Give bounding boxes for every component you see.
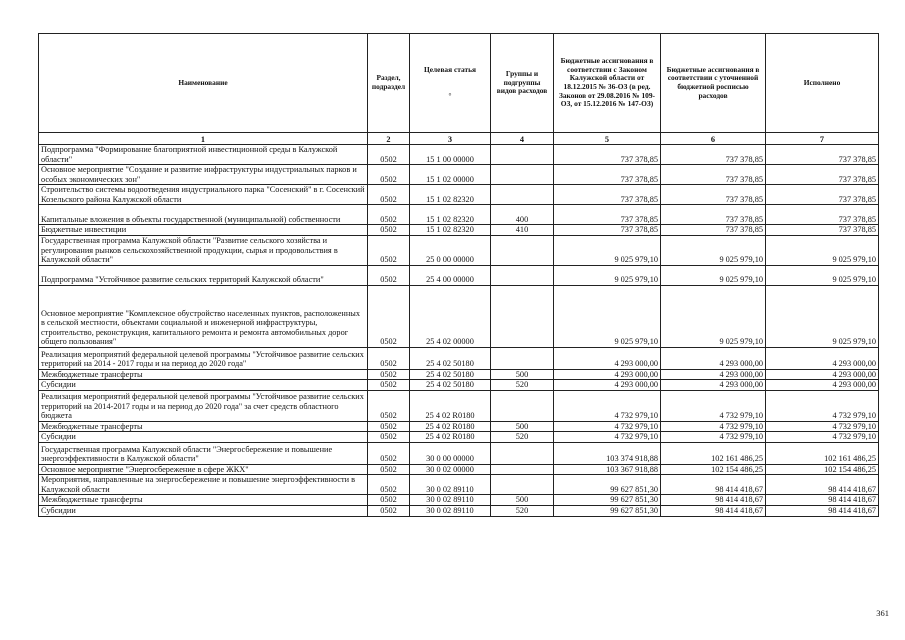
row-expense-group bbox=[491, 347, 554, 369]
row-expense-group: 520 bbox=[491, 432, 554, 443]
table-row bbox=[39, 505, 879, 516]
row-executed: 9 025 979,10 bbox=[766, 265, 879, 285]
row-executed: 98 414 418,67 bbox=[766, 505, 879, 516]
row-law-allocation: 4 732 979,10 bbox=[554, 432, 661, 443]
row-planned-allocation: 737 378,85 bbox=[661, 165, 766, 185]
budget-table bbox=[38, 33, 879, 517]
row-planned-allocation: 737 378,85 bbox=[661, 205, 766, 225]
column-number: 6 bbox=[661, 133, 766, 145]
page-number: 361 bbox=[876, 608, 889, 618]
row-name: Строительство системы водоотведения индустриального парка "Сосенский" в г. Сосенский Козельского района Калужской области bbox=[39, 185, 368, 205]
row-section: 0502 bbox=[368, 432, 410, 443]
table-row bbox=[39, 265, 879, 285]
row-executed: 98 414 418,67 bbox=[766, 495, 879, 506]
row-target-article: 30 0 02 00000 bbox=[410, 464, 491, 475]
row-target-article: 25 4 02 R0180 bbox=[410, 421, 491, 432]
row-expense-group bbox=[491, 285, 554, 347]
row-expense-group bbox=[491, 390, 554, 421]
row-executed: 9 025 979,10 bbox=[766, 285, 879, 347]
row-law-allocation: 737 378,85 bbox=[554, 145, 661, 165]
header-law-allocation: Бюджетные ассигнования в соответствии с Законом Калужской области от 18.12.2015 № 36-ОЗ (в ред. Законов от 29.08.2016 № 109-ОЗ, от 15.12.2016 № 147-ОЗ) bbox=[554, 34, 661, 133]
header-target-article-label: Целевая статья bbox=[423, 64, 477, 74]
column-number: 1 bbox=[39, 133, 368, 145]
row-planned-allocation: 4 293 000,00 bbox=[661, 369, 766, 380]
row-executed: 4 732 979,10 bbox=[766, 390, 879, 421]
row-target-article: 25 4 02 R0180 bbox=[410, 432, 491, 443]
row-planned-allocation: 102 161 486,25 bbox=[661, 442, 766, 464]
row-planned-allocation: 98 414 418,67 bbox=[661, 505, 766, 516]
row-target-article: 30 0 02 89110 bbox=[410, 475, 491, 495]
row-section: 0502 bbox=[368, 464, 410, 475]
table-row bbox=[39, 205, 879, 225]
column-number: 2 bbox=[368, 133, 410, 145]
row-target-article: 25 4 00 00000 bbox=[410, 265, 491, 285]
row-law-allocation: 103 374 918,88 bbox=[554, 442, 661, 464]
row-section: 0502 bbox=[368, 390, 410, 421]
row-executed: 737 378,85 bbox=[766, 165, 879, 185]
row-law-allocation: 103 367 918,88 bbox=[554, 464, 661, 475]
table-row bbox=[39, 421, 879, 432]
row-section: 0502 bbox=[368, 225, 410, 236]
row-target-article: 15 1 02 00000 bbox=[410, 165, 491, 185]
row-expense-group bbox=[491, 185, 554, 205]
row-planned-allocation: 9 025 979,10 bbox=[661, 235, 766, 265]
row-executed: 4 293 000,00 bbox=[766, 369, 879, 380]
row-planned-allocation: 4 732 979,10 bbox=[661, 432, 766, 443]
row-law-allocation: 4 293 000,00 bbox=[554, 380, 661, 391]
table-row bbox=[39, 185, 879, 205]
header-expense-group: Группы и подгруппы видов расходов bbox=[491, 34, 554, 133]
column-number: 7 bbox=[766, 133, 879, 145]
row-law-allocation: 9 025 979,10 bbox=[554, 235, 661, 265]
row-target-article: 25 4 02 50180 bbox=[410, 347, 491, 369]
row-target-article: 25 4 02 50180 bbox=[410, 380, 491, 391]
row-section: 0502 bbox=[368, 165, 410, 185]
row-name: Государственная программа Калужской области "Развитие сельского хозяйства и регулирования рынков сельскохозяйственной продукции, сырья и продовольствия в Калужской области" bbox=[39, 235, 368, 265]
row-section: 0502 bbox=[368, 265, 410, 285]
row-law-allocation: 737 378,85 bbox=[554, 225, 661, 236]
table-body bbox=[39, 133, 879, 517]
row-law-allocation: 9 025 979,10 bbox=[554, 285, 661, 347]
row-law-allocation: 99 627 851,30 bbox=[554, 475, 661, 495]
table-row bbox=[39, 390, 879, 421]
row-executed: 737 378,85 bbox=[766, 185, 879, 205]
table-row bbox=[39, 225, 879, 236]
row-name: Подпрограмма "Формирование благоприятной инвестиционной среды в Калужской области" bbox=[39, 145, 368, 165]
row-planned-allocation: 9 025 979,10 bbox=[661, 285, 766, 347]
row-section: 0502 bbox=[368, 235, 410, 265]
row-law-allocation: 737 378,85 bbox=[554, 165, 661, 185]
row-executed: 737 378,85 bbox=[766, 145, 879, 165]
row-executed: 98 414 418,67 bbox=[766, 475, 879, 495]
row-name: Основное мероприятие "Создание и развитие инфраструктуры индустриальных парков и особых экономических зон" bbox=[39, 165, 368, 185]
row-expense-group: 520 bbox=[491, 380, 554, 391]
row-planned-allocation: 98 414 418,67 bbox=[661, 475, 766, 495]
header-row bbox=[39, 34, 879, 133]
row-executed: 4 732 979,10 bbox=[766, 432, 879, 443]
row-planned-allocation: 4 293 000,00 bbox=[661, 347, 766, 369]
row-section: 0502 bbox=[368, 421, 410, 432]
column-number: 5 bbox=[554, 133, 661, 145]
row-executed: 102 161 486,25 bbox=[766, 442, 879, 464]
table-row bbox=[39, 464, 879, 475]
row-expense-group: 400 bbox=[491, 205, 554, 225]
row-section: 0502 bbox=[368, 205, 410, 225]
row-law-allocation: 737 378,85 bbox=[554, 185, 661, 205]
table-row bbox=[39, 235, 879, 265]
row-target-article: 30 0 00 00000 bbox=[410, 442, 491, 464]
row-section: 0502 bbox=[368, 285, 410, 347]
header-mark: ° bbox=[448, 90, 452, 100]
row-name: Государственная программа Калужской области "Энергосбережение и повышение энергоэффективности в Калужской области" bbox=[39, 442, 368, 464]
row-executed: 4 293 000,00 bbox=[766, 347, 879, 369]
row-planned-allocation: 4 293 000,00 bbox=[661, 380, 766, 391]
row-section: 0502 bbox=[368, 495, 410, 506]
table-row bbox=[39, 442, 879, 464]
row-expense-group bbox=[491, 464, 554, 475]
row-expense-group bbox=[491, 165, 554, 185]
row-name: Межбюджетные трансферты bbox=[39, 421, 368, 432]
header-section: Раздел, подраздел bbox=[368, 34, 410, 133]
row-section: 0502 bbox=[368, 505, 410, 516]
column-number: 3 bbox=[410, 133, 491, 145]
row-executed: 4 732 979,10 bbox=[766, 421, 879, 432]
header-target-article bbox=[410, 34, 491, 133]
header-name: Наименование bbox=[39, 34, 368, 133]
row-expense-group bbox=[491, 235, 554, 265]
row-law-allocation: 99 627 851,30 bbox=[554, 505, 661, 516]
row-name: Реализация мероприятий федеральной целевой программы "Устойчивое развитие сельских территорий на 2014 - 2017 годы и на период до 2020 года" bbox=[39, 347, 368, 369]
row-expense-group bbox=[491, 265, 554, 285]
row-name: Основное мероприятие "Энергосбережение в сфере ЖКХ" bbox=[39, 464, 368, 475]
row-planned-allocation: 4 732 979,10 bbox=[661, 421, 766, 432]
row-target-article: 30 0 02 89110 bbox=[410, 505, 491, 516]
row-name: Мероприятия, направленные на энергосбережение и повышение энергоэффективности в Калужской области bbox=[39, 475, 368, 495]
row-law-allocation: 4 293 000,00 bbox=[554, 347, 661, 369]
row-section: 0502 bbox=[368, 380, 410, 391]
row-section: 0502 bbox=[368, 347, 410, 369]
row-target-article: 15 1 00 00000 bbox=[410, 145, 491, 165]
table-row bbox=[39, 475, 879, 495]
row-section: 0502 bbox=[368, 145, 410, 165]
row-executed: 737 378,85 bbox=[766, 225, 879, 236]
row-law-allocation: 4 293 000,00 bbox=[554, 369, 661, 380]
row-target-article: 15 1 02 82320 bbox=[410, 205, 491, 225]
row-target-article: 25 4 02 50180 bbox=[410, 369, 491, 380]
row-name: Субсидии bbox=[39, 380, 368, 391]
row-name: Межбюджетные трансферты bbox=[39, 369, 368, 380]
row-executed: 102 154 486,25 bbox=[766, 464, 879, 475]
table-row bbox=[39, 285, 879, 347]
row-planned-allocation: 102 154 486,25 bbox=[661, 464, 766, 475]
table-row bbox=[39, 380, 879, 391]
row-expense-group: 410 bbox=[491, 225, 554, 236]
row-executed: 737 378,85 bbox=[766, 205, 879, 225]
row-target-article: 25 4 02 R0180 bbox=[410, 390, 491, 421]
header-planned-allocation: Бюджетные ассигнования в соответствии с уточненной бюджетной росписью расходов bbox=[661, 34, 766, 133]
row-executed: 4 293 000,00 bbox=[766, 380, 879, 391]
row-law-allocation: 737 378,85 bbox=[554, 205, 661, 225]
row-planned-allocation: 4 732 979,10 bbox=[661, 390, 766, 421]
row-target-article: 30 0 02 89110 bbox=[410, 495, 491, 506]
row-section: 0502 bbox=[368, 369, 410, 380]
row-law-allocation: 4 732 979,10 bbox=[554, 390, 661, 421]
table-row bbox=[39, 369, 879, 380]
row-name: Бюджетные инвестиции bbox=[39, 225, 368, 236]
table-row bbox=[39, 432, 879, 443]
row-planned-allocation: 98 414 418,67 bbox=[661, 495, 766, 506]
row-name: Капитальные вложения в объекты государственной (муниципальной) собственности bbox=[39, 205, 368, 225]
row-planned-allocation: 737 378,85 bbox=[661, 145, 766, 165]
row-target-article: 25 4 02 00000 bbox=[410, 285, 491, 347]
row-section: 0502 bbox=[368, 475, 410, 495]
row-target-article: 25 0 00 00000 bbox=[410, 235, 491, 265]
row-name: Субсидии bbox=[39, 432, 368, 443]
row-executed: 9 025 979,10 bbox=[766, 235, 879, 265]
row-name: Субсидии bbox=[39, 505, 368, 516]
row-expense-group bbox=[491, 442, 554, 464]
table-row bbox=[39, 347, 879, 369]
row-target-article: 15 1 02 82320 bbox=[410, 225, 491, 236]
row-name: Реализация мероприятий федеральной целевой программы "Устойчивое развитие сельских территорий на 2014-2017 годы и на период до 2020 года" за счет средств областного бюджета bbox=[39, 390, 368, 421]
column-numbering-row bbox=[39, 133, 879, 145]
row-expense-group: 520 bbox=[491, 505, 554, 516]
row-expense-group bbox=[491, 145, 554, 165]
table-row bbox=[39, 495, 879, 506]
row-planned-allocation: 737 378,85 bbox=[661, 185, 766, 205]
row-law-allocation: 9 025 979,10 bbox=[554, 265, 661, 285]
row-law-allocation: 4 732 979,10 bbox=[554, 421, 661, 432]
row-name: Подпрограмма "Устойчивое развитие сельских территорий Калужской области" bbox=[39, 265, 368, 285]
row-expense-group: 500 bbox=[491, 421, 554, 432]
table-row bbox=[39, 165, 879, 185]
row-law-allocation: 99 627 851,30 bbox=[554, 495, 661, 506]
row-planned-allocation: 9 025 979,10 bbox=[661, 265, 766, 285]
row-target-article: 15 1 02 82320 bbox=[410, 185, 491, 205]
row-expense-group: 500 bbox=[491, 495, 554, 506]
row-name: Основное мероприятие "Комплексное обустройство населенных пунктов, расположенных в сельской местности, объектами социальной и инженерной инфраструктуры, строительство, реконструкция, капитального ремонта и ремонта автомобильных дорог общего пользования" bbox=[39, 285, 368, 347]
row-name: Межбюджетные трансферты bbox=[39, 495, 368, 506]
column-number: 4 bbox=[491, 133, 554, 145]
row-section: 0502 bbox=[368, 442, 410, 464]
row-expense-group: 500 bbox=[491, 369, 554, 380]
header-executed: Исполнено bbox=[766, 34, 879, 133]
row-expense-group bbox=[491, 475, 554, 495]
table-row bbox=[39, 145, 879, 165]
row-planned-allocation: 737 378,85 bbox=[661, 225, 766, 236]
row-section: 0502 bbox=[368, 185, 410, 205]
